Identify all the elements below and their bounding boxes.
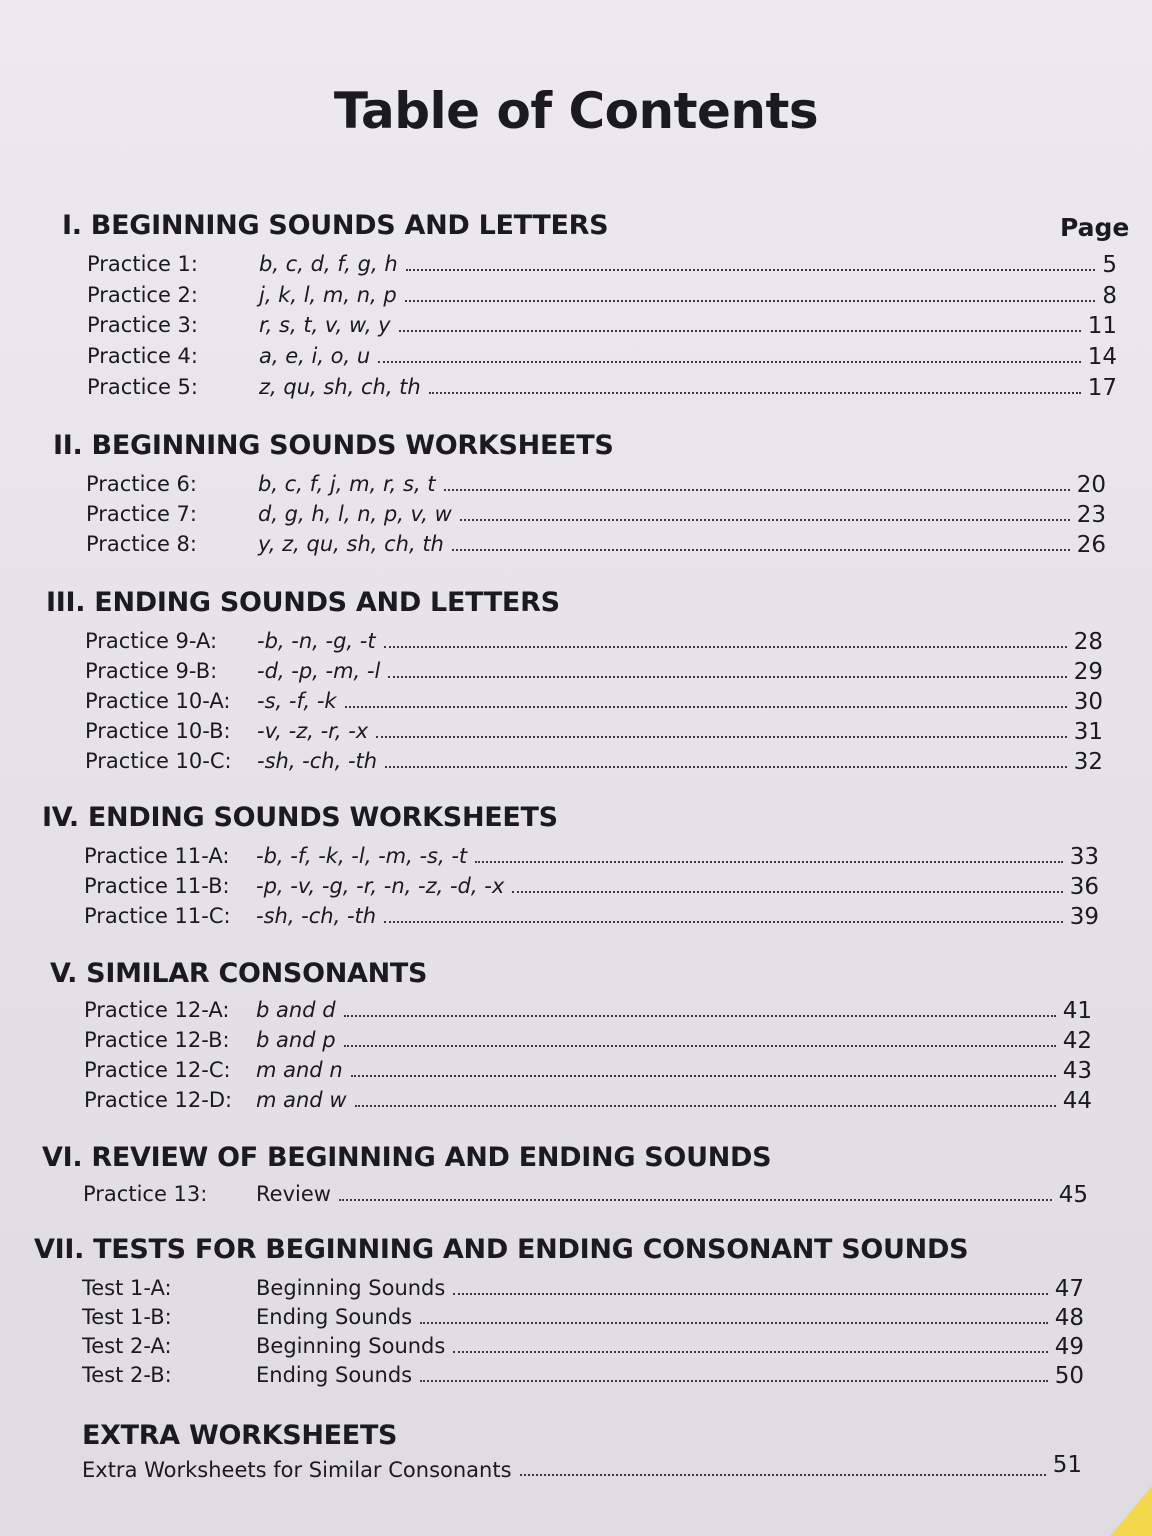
entry-label: Practice 6: <box>86 472 197 496</box>
entry-topic: d, g, h, l, n, p, v, w <box>258 502 452 526</box>
entry-label: Test 2-B: <box>82 1363 172 1387</box>
entry-label: Practice 8: <box>86 532 197 556</box>
entry-page: 8 <box>1102 283 1117 309</box>
dot-leader <box>452 549 1070 551</box>
entry-page: 47 <box>1054 1276 1084 1302</box>
entry-label: Practice 12-C: <box>84 1058 231 1082</box>
entry-page: 11 <box>1087 313 1117 339</box>
toc-entry <box>87 344 1117 374</box>
dot-leader <box>355 1105 1056 1107</box>
entry-label: Practice 2: <box>87 283 198 307</box>
toc-entry <box>84 874 1114 904</box>
section-heading: EXTRA WORKSHEETS <box>82 1420 398 1451</box>
entry-page: 43 <box>1062 1058 1092 1084</box>
dot-leader <box>405 300 1095 302</box>
toc-entry <box>84 1058 1114 1088</box>
section-heading: III. ENDING SOUNDS AND LETTERS <box>46 587 560 618</box>
toc-entry <box>85 749 1115 779</box>
toc-entry <box>87 375 1117 405</box>
dot-leader <box>345 706 1067 708</box>
entry-page: 14 <box>1087 344 1117 370</box>
entry-label: Practice 7: <box>86 502 197 526</box>
toc-entry <box>85 719 1115 749</box>
dot-leader <box>420 1380 1048 1382</box>
entry-page: 28 <box>1073 629 1103 655</box>
entry-topic: Ending Sounds <box>256 1363 413 1387</box>
entry-label: Practice 9-A: <box>85 629 218 653</box>
entry-topic: -d, -p, -m, -l <box>257 659 381 683</box>
dot-leader <box>475 861 1063 863</box>
entry-label: Practice 12-D: <box>84 1088 233 1112</box>
dot-leader <box>339 1199 1052 1201</box>
entry-page: 20 <box>1076 472 1106 498</box>
entry-page: 30 <box>1073 689 1103 715</box>
entry-label: Practice 10-B: <box>85 719 231 743</box>
entry-topic: a, e, i, o, u <box>259 344 371 368</box>
entry-page: 50 <box>1054 1363 1084 1389</box>
entry-label: Practice 11-B: <box>84 874 230 898</box>
dot-leader <box>399 330 1081 332</box>
entry-page: 51 <box>1052 1452 1082 1478</box>
entry-topic: b and d <box>256 998 336 1022</box>
entry-topic: -sh, -ch, -th <box>256 904 377 928</box>
dot-leader <box>406 269 1095 271</box>
entry-label: Test 2-A: <box>82 1334 172 1358</box>
entry-topic: m and n <box>256 1058 343 1082</box>
entry-page: 23 <box>1076 502 1106 528</box>
toc-entry <box>82 1305 1112 1335</box>
entry-topic: y, z, qu, sh, ch, th <box>258 532 444 556</box>
entry-topic: -s, -f, -k <box>257 689 337 713</box>
entry-label: Practice 5: <box>87 375 198 399</box>
entry-topic: r, s, t, v, w, y <box>259 313 391 337</box>
toc-entry <box>84 904 1114 934</box>
entry-page: 44 <box>1062 1088 1092 1114</box>
entry-topic: b and p <box>256 1028 336 1052</box>
entry-label: Test 1-B: <box>82 1305 172 1329</box>
toc-entry <box>87 283 1117 313</box>
entry-label: Practice 3: <box>87 313 198 337</box>
toc-entry <box>86 532 1116 562</box>
dot-leader <box>344 1015 1056 1017</box>
dot-leader <box>384 921 1063 923</box>
section-heading: VI. REVIEW OF BEGINNING AND ENDING SOUNDS <box>42 1142 772 1173</box>
toc-entry <box>87 252 1117 282</box>
section-heading: V. SIMILAR CONSONANTS <box>50 958 428 989</box>
entry-page: 32 <box>1073 749 1103 775</box>
section-heading: II. BEGINNING SOUNDS WORKSHEETS <box>53 430 614 461</box>
dot-leader <box>520 1474 1046 1476</box>
toc-entry <box>84 844 1114 874</box>
toc-entry <box>85 689 1115 719</box>
dot-leader <box>385 766 1067 768</box>
toc-entry <box>82 1452 1112 1488</box>
entry-label: Practice 9-B: <box>85 659 218 683</box>
section-heading: VII. TESTS FOR BEGINNING AND ENDING CONSONANT SOUNDS <box>34 1234 969 1265</box>
entry-label: Practice 1: <box>87 252 198 276</box>
entry-label: Practice 10-C: <box>85 749 232 773</box>
entry-topic: Review <box>256 1182 331 1206</box>
entry-page: 31 <box>1073 719 1103 745</box>
toc-entry <box>86 502 1116 532</box>
dot-leader <box>453 1293 1048 1295</box>
dot-leader <box>444 489 1070 491</box>
entry-label: Test 1-A: <box>82 1276 172 1300</box>
page-title: Table of Contents <box>333 82 819 140</box>
dot-leader <box>376 736 1067 738</box>
dot-leader <box>378 361 1081 363</box>
page-corner <box>1082 1486 1152 1536</box>
entry-page: 5 <box>1102 252 1117 278</box>
toc-entry <box>84 1088 1114 1118</box>
dot-leader <box>429 392 1081 394</box>
section-heading: I. BEGINNING SOUNDS AND LETTERS <box>62 210 609 241</box>
toc-entry <box>82 1334 1112 1364</box>
entry-label: Practice 12-B: <box>84 1028 230 1052</box>
entry-page: 49 <box>1054 1334 1084 1360</box>
entry-label: Practice 4: <box>87 344 198 368</box>
toc-entry <box>82 1276 1112 1306</box>
entry-page: 48 <box>1054 1305 1084 1331</box>
entry-page: 26 <box>1076 532 1106 558</box>
entry-topic: -sh, -ch, -th <box>257 749 378 773</box>
entry-page: 42 <box>1062 1028 1092 1054</box>
toc-entry <box>85 659 1115 689</box>
entry-topic: -p, -v, -g, -r, -n, -z, -d, -x <box>256 874 505 898</box>
entry-label: Practice 11-A: <box>84 844 230 868</box>
section-heading: IV. ENDING SOUNDS WORKSHEETS <box>42 802 558 833</box>
dot-leader <box>384 646 1067 648</box>
page-column-heading: Page <box>1060 213 1130 242</box>
entry-topic: b, c, d, f, g, h <box>259 252 398 276</box>
toc-entry <box>84 1028 1114 1058</box>
entry-topic: Beginning Sounds <box>256 1276 446 1300</box>
entry-topic: z, qu, sh, ch, th <box>259 375 421 399</box>
entry-topic: -b, -n, -g, -t <box>257 629 376 653</box>
entry-label: Practice 10-A: <box>85 689 231 713</box>
toc-entry <box>82 1363 1112 1393</box>
entry-topic: Beginning Sounds <box>256 1334 446 1358</box>
dot-leader <box>453 1351 1048 1353</box>
entry-topic: -b, -f, -k, -l, -m, -s, -t <box>256 844 468 868</box>
dot-leader <box>460 519 1070 521</box>
dot-leader <box>512 891 1063 893</box>
entry-topic: m and w <box>256 1088 347 1112</box>
toc-entry <box>87 313 1117 343</box>
entry-page: 39 <box>1069 904 1099 930</box>
entry-topic: Ending Sounds <box>256 1305 413 1329</box>
toc-entry <box>84 998 1114 1028</box>
entry-topic: b, c, f, j, m, r, s, t <box>258 472 436 496</box>
entry-label: Practice 12-A: <box>84 998 230 1022</box>
dot-leader <box>388 676 1067 678</box>
entry-topic: -v, -z, -r, -x <box>257 719 369 743</box>
entry-page: 36 <box>1069 874 1099 900</box>
dot-leader <box>351 1075 1056 1077</box>
entry-label: Practice 13: <box>83 1182 208 1206</box>
entry-page: 41 <box>1062 998 1092 1024</box>
entry-label: Practice 11-C: <box>84 904 231 928</box>
entry-page: 33 <box>1069 844 1099 870</box>
entry-topic: j, k, l, m, n, p <box>259 283 397 307</box>
toc-entry <box>83 1182 1113 1212</box>
dot-leader <box>344 1045 1056 1047</box>
toc-entry <box>86 472 1116 502</box>
entry-topic: Extra Worksheets for Similar Consonants <box>82 1458 512 1482</box>
entry-page: 17 <box>1087 375 1117 401</box>
entry-page: 45 <box>1058 1182 1088 1208</box>
entry-page: 29 <box>1073 659 1103 685</box>
toc-entry <box>85 629 1115 659</box>
dot-leader <box>420 1322 1048 1324</box>
